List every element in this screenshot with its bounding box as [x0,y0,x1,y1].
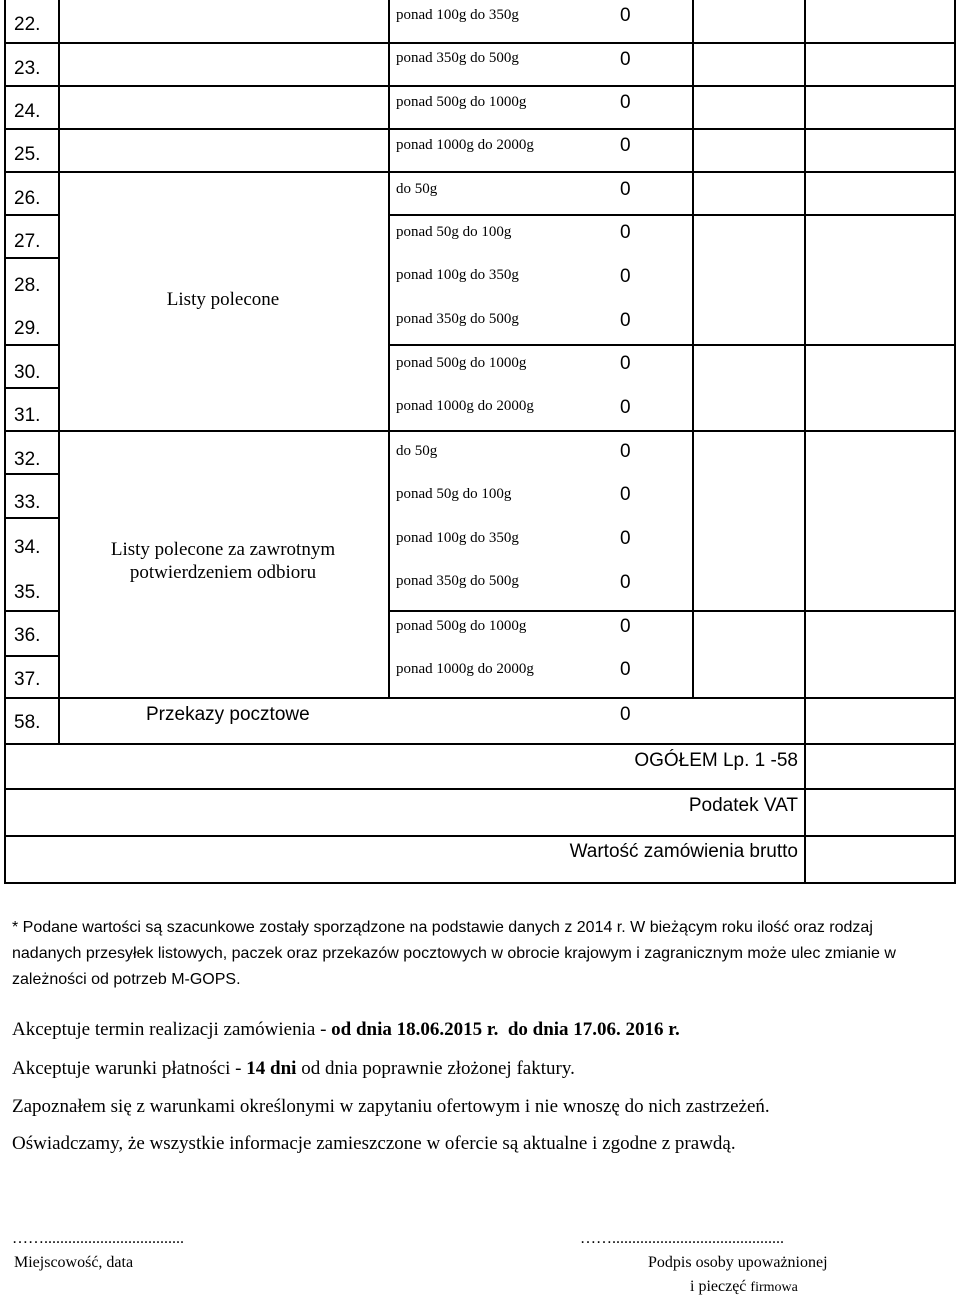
row-number: 27. [14,231,41,252]
place-date-dots: ……................................... [12,1230,184,1247]
signature-label: Podpis osoby upoważnionej [648,1254,828,1271]
quantity-value: 0 [620,92,631,113]
row-line [4,387,58,389]
quantity-value: 0 [620,310,631,331]
weight-label: ponad 100g do 350g [396,7,519,23]
col-divider [692,0,694,697]
weight-label: do 50g [396,181,438,197]
row-number: 26. [14,188,41,209]
row-line [4,128,956,130]
weight-label: ponad 50g do 100g [396,224,512,240]
row-number: 24. [14,101,41,122]
payment-prefix: Akceptuje warunki płatności - [12,1058,247,1079]
table-border-left [4,0,6,883]
row-line [4,42,956,44]
weight-label: ponad 350g do 500g [396,311,519,327]
payment-suffix: od dnia poprawnie złożonej faktury. [296,1058,575,1079]
weight-label: ponad 100g do 350g [396,267,519,283]
row-number: 32. [14,449,41,470]
estimate-note: * Podane wartości są szacunkowe zostały sporządzone na podstawie danych z 2014 r. W bieżącym roku ilość oraz rodzaj nadanych przesyłek listowych, paczek oraz przekazów pocztowych w obrocie krajowym i zagranicznym może ulec zmianie w zależności od potrzeb M-GOPS. [12,919,896,988]
quantity-value: 0 [620,441,631,462]
category-zwrotne: Listy polecone za zawrotnym potwierdzeniem odbioru [110,539,336,583]
weight-label: ponad 1000g do 2000g [396,137,534,153]
term-declaration [12,1019,680,1041]
row-number: 58. [14,712,41,733]
weight-label: ponad 500g do 1000g [396,94,527,110]
row-line [4,788,956,790]
signature-dots: ……........................................... [580,1230,784,1247]
row-line [4,835,956,837]
row-number: 33. [14,492,41,513]
row-number: 37. [14,669,41,690]
col-divider [388,0,390,697]
row-line [4,655,58,657]
row-line [388,610,956,612]
row-line [4,257,58,259]
row-number: 30. [14,362,41,383]
quantity-value: 0 [620,659,631,680]
quantity-value: 0 [620,572,631,593]
row-line [388,344,956,346]
row-number: 34. [14,537,41,558]
row-line [4,697,58,699]
truth-statement: Oświadczamy, że wszystkie informacje zamieszczone w ofercie są aktualne i zgodne z prawdą. [12,1133,736,1154]
row-line [4,517,58,519]
row-line [388,214,956,216]
quantity-value: 0 [620,484,631,505]
term-prefix: Akceptuje termin realizacji zamówienia - [12,1019,332,1040]
row-number: 23. [14,58,41,79]
weight-label: ponad 350g do 500g [396,573,519,589]
row-line [4,171,956,173]
quantity-value: 0 [620,704,631,725]
table-border-right [954,0,956,883]
row-line [4,743,956,745]
place-date-label: Miejscowość, data [14,1254,134,1271]
quantity-value: 0 [620,616,631,637]
quantity-value: 0 [620,397,631,418]
stamp-label-main: i pieczęć [690,1278,747,1295]
row-number: 25. [14,144,41,165]
row-number: 31. [14,405,41,426]
col-divider [804,0,806,883]
table-border-bottom [4,882,956,884]
row-line [4,85,956,87]
quantity-value: 0 [620,135,631,156]
category-listy-polecone: Listy polecone [166,289,280,310]
row-number: 29. [14,318,41,339]
row-number: 28. [14,275,41,296]
weight-label: ponad 500g do 1000g [396,618,527,634]
quantity-value: 0 [620,222,631,243]
row-line [58,697,956,699]
quantity-value: 0 [620,49,631,70]
total-label: OGÓŁEM Lp. 1 -58 [634,750,798,771]
vat-label: Podatek VAT [688,795,798,816]
row-number: 35. [14,582,41,603]
row-number: 36. [14,625,41,646]
quantity-value: 0 [620,266,631,287]
quantity-value: 0 [620,179,631,200]
quantity-value: 0 [620,353,631,374]
row-line [4,610,58,612]
row-line [4,473,58,475]
row-line [4,430,956,432]
row-number: 22. [14,14,41,35]
weight-label: ponad 1000g do 2000g [396,661,534,677]
row-line [4,214,58,216]
quantity-value: 0 [620,528,631,549]
category-przekazy: Przekazy pocztowe [146,704,310,725]
gross-value-label: Wartość zamówienia brutto [569,841,798,862]
weight-label: ponad 100g do 350g [396,530,519,546]
weight-label: ponad 500g do 1000g [396,355,527,371]
payment-declaration [12,1058,575,1080]
payment-days: 14 dni [246,1058,297,1079]
weight-label: do 50g [396,443,438,459]
term-from: od dnia 18.06.2015 r. [331,1019,499,1040]
weight-label: ponad 50g do 100g [396,486,512,502]
terms-declaration: Zapoznałem się z warunkami określonymi w zapytaniu ofertowym i nie wnoszę do nich zastrzeżeń. [12,1096,770,1117]
weight-label: ponad 1000g do 2000g [396,398,534,414]
weight-label: ponad 350g do 500g [396,50,519,66]
quantity-value: 0 [620,5,631,26]
row-line [4,344,58,346]
col-divider [58,0,60,744]
stamp-label-small: firmowa [750,1280,798,1295]
stamp-label [690,1278,798,1296]
term-to: do dnia 17.06. 2016 r. [507,1019,680,1040]
